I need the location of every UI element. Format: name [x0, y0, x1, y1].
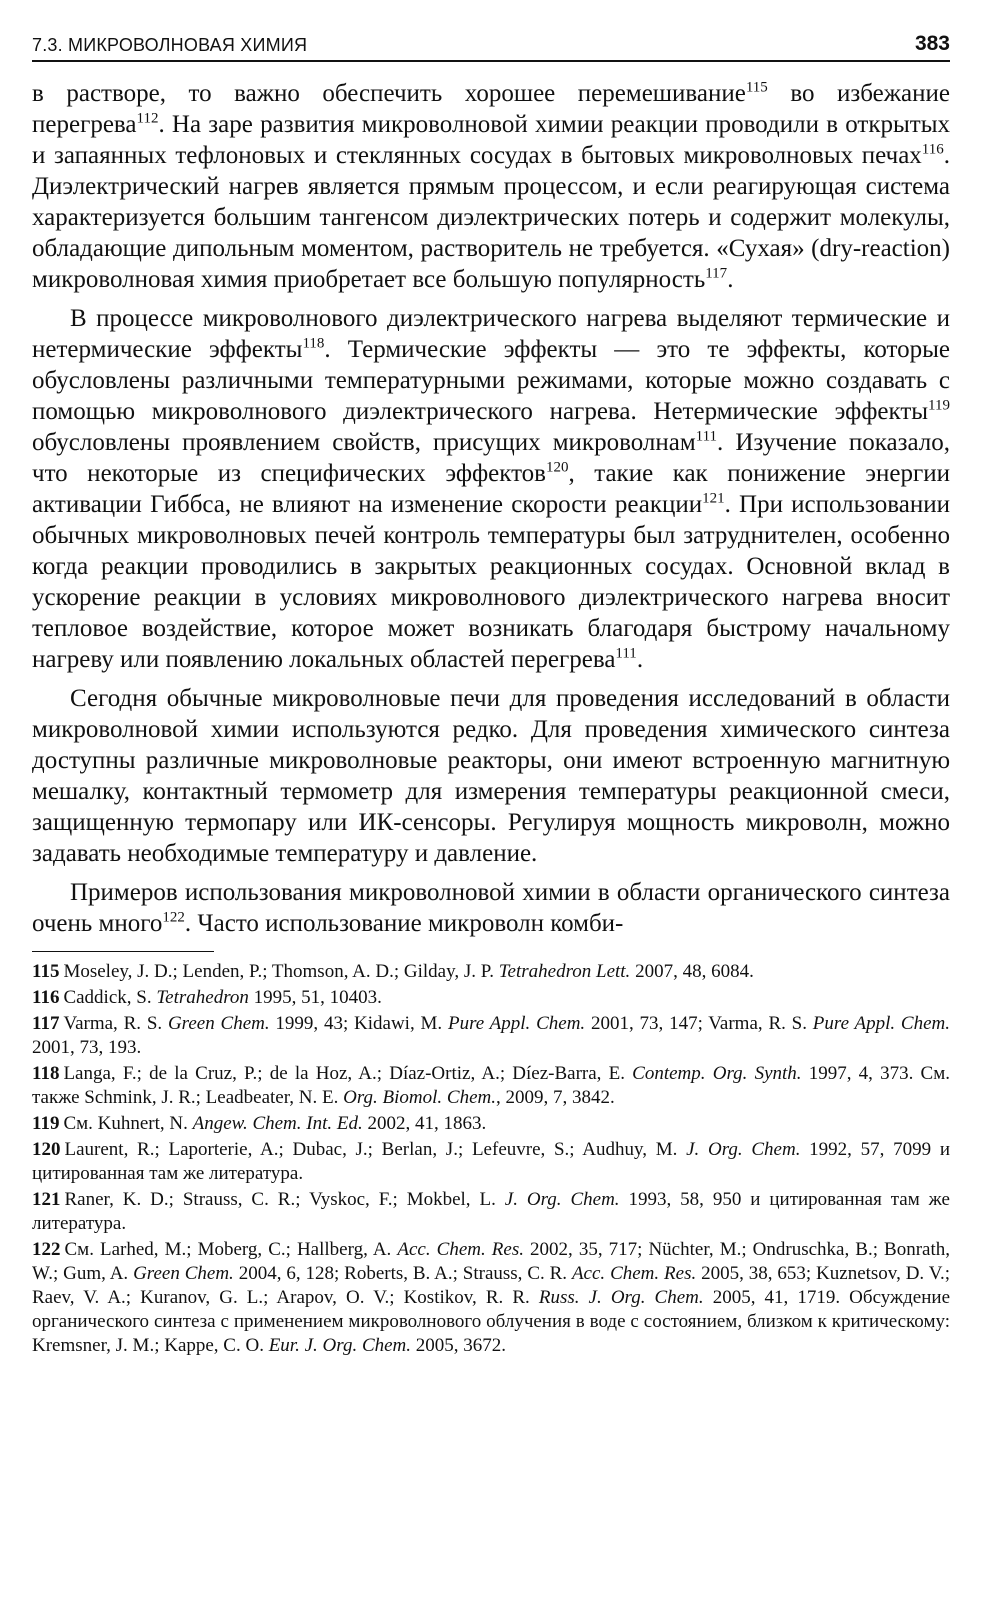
footnote-text: Laurent, R.; Laporterie, A.; Dubac, J.; Berlan, J.; Lefeuvre, S.; Audhuy, M. — [64, 1139, 687, 1160]
journal-title: Org. Biomol. Chem. — [343, 1087, 496, 1108]
footnote-text: Langa, F.; de la Cruz, P.; de la Hoz, A.; Díaz-Ortiz, A.; Díez-Barra, E. — [63, 1063, 633, 1084]
reference-superscript: 112 — [136, 110, 159, 127]
paragraph-text: Примеров использования микроволновой химии в области органического синтеза очень много — [32, 879, 950, 937]
footnote-number: 118 — [32, 1063, 60, 1084]
paragraph-text: . Часто использование микроволн комби- — [184, 910, 624, 937]
journal-title: Pure Appl. Chem. — [812, 1013, 950, 1034]
footnote-text: 2001, 73, 193. — [32, 1037, 142, 1058]
paragraph-4 — [32, 877, 950, 939]
footnote-text: 2005, 38, 653; Kuznetsov, D. V.; Raev, V. A.; Kuranov, G. L.; Arapov, O. V.; Kostikov, R. R. — [32, 1263, 951, 1308]
reference-superscript: 122 — [162, 909, 185, 926]
paragraph-2 — [32, 303, 950, 675]
reference-superscript: 111 — [615, 645, 637, 662]
footnote-text: 2002, 35, 717; Nüchter, M.; Ondruschka, B.; Bonrath, W.; Gum, A. — [32, 1239, 951, 1284]
journal-title: Pure Appl. Chem. — [447, 1013, 586, 1034]
footnote-text: 2004, 6, 128; Roberts, B. A.; Strauss, C. R. — [233, 1263, 572, 1284]
footnote-divider — [32, 951, 214, 952]
footnote-text: 1992, 57, 7099 и цитированная там же литература. — [32, 1139, 951, 1184]
journal-title: Contemp. Org. Synth. — [632, 1063, 802, 1084]
reference-superscript: 120 — [545, 459, 569, 476]
paragraph-text: Сегодня обычные микроволновые печи для проведения исследований в области микроволновой химии используются редко. Для проведения химического синтеза доступны различные микроволновые реакторы, они имеют встроенную магнитную мешалку, контактный термометр для измерения температуры реакционной смеси, защищенную термопару или ИК-сенсоры. Регулируя мощность микроволн, можно задавать необходимые температуру и давление. — [32, 685, 950, 867]
footnote-text: Varma, R. S. — [63, 1013, 168, 1034]
footnote-text: 2001, 73, 147; Varma, R. S. — [585, 1013, 813, 1034]
paragraph-text: . — [636, 646, 644, 673]
journal-title: Green Chem. — [167, 1013, 270, 1034]
body-text — [32, 78, 950, 939]
journal-title: Acc. Chem. Res. — [397, 1239, 524, 1260]
footnote-text: , 2009, 7, 3842. — [495, 1087, 615, 1108]
footnote-119 — [32, 1112, 950, 1136]
paragraph-3 — [32, 683, 950, 869]
footnote-118 — [32, 1062, 950, 1110]
footnote-text: Caddick, S. — [63, 987, 157, 1008]
paragraph-text: , такие как понижение энергии активации Гиббса, не влияют на изменение скорости реакции — [32, 460, 950, 518]
footnote-number: 120 — [32, 1139, 61, 1160]
journal-title: J. Org. Chem. — [504, 1189, 620, 1210]
footnote-text: 2005, 41, 1719. Обсуждение органического синтеза с применением микроволнового облучения в воде с состоянием, близком к критическому: Kremsner, J. M.; Kappe, C. O. — [32, 1287, 951, 1356]
paragraph-text: во избежание перегрева — [32, 80, 950, 138]
footnote-115 — [32, 960, 950, 984]
journal-title: Green Chem. — [133, 1263, 234, 1284]
paragraph-text: . При использовании обычных микроволновых печей контроль температуры был затруднителен, особенно когда реакции проводились в закрытых реакционных сосудах. Основной вклад в ускорение реакции в условиях микроволнового диэлектрического нагрева вносит тепловое воздействие, которое может возникать благодаря быстрому начальному нагреву или появлению локальных областей перегрева — [32, 491, 950, 673]
footnote-122 — [32, 1238, 950, 1358]
footnote-text: Raner, K. D.; Strauss, C. R.; Vyskoc, F.; Mokbel, L. — [64, 1189, 505, 1210]
paragraph-text: . Изучение показало, что некоторые из специфических эффектов — [32, 429, 950, 487]
footnote-text: 1993, 58, 950 и цитированная там же литература. — [32, 1189, 950, 1234]
footnote-text: См. Larhed, M.; Moberg, C.; Hallberg, A. — [64, 1239, 398, 1260]
journal-title: Tetrahedron — [156, 987, 249, 1008]
footnote-number: 115 — [32, 961, 60, 982]
reference-superscript: 121 — [702, 490, 725, 507]
journal-title: Eur. J. Org. Chem. — [268, 1335, 412, 1356]
footnote-text: 2002, 41, 1863. — [362, 1113, 487, 1134]
footnote-number: 121 — [32, 1189, 61, 1210]
footnote-117 — [32, 1012, 950, 1060]
footnote-text: 1997, 4, 373. См. также Schmink, J. R.; Leadbeater, N. E. — [32, 1063, 950, 1108]
book-page — [32, 18, 950, 1360]
journal-title: Russ. J. Org. Chem. — [538, 1287, 704, 1308]
paragraph-text: . Диэлектрический нагрев является прямым процессом, и если реагирующая система характеризуется большим тангенсом диэлектрических потерь и содержит молекулы, обладающие дипольным моментом, растворитель не требуется. «Сухая» (dry-reaction) микроволновая химия приобретает все большую популярность — [32, 142, 950, 293]
section-title: 7.3. МИКРОВОЛНОВАЯ ХИМИЯ — [32, 35, 308, 55]
reference-superscript: 117 — [705, 265, 728, 282]
footnote-text: 1999, 43; Kidawi, M. — [269, 1013, 448, 1034]
reference-superscript: 119 — [928, 397, 950, 414]
footnote-116 — [32, 986, 950, 1010]
journal-title: Angew. Chem. Int. Ed. — [192, 1113, 363, 1134]
footnote-text: Moseley, J. D.; Lenden, P.; Thomson, A. D.; Gilday, J. P. — [63, 961, 499, 982]
journal-title: Tetrahedron Lett. — [498, 961, 631, 982]
footnote-number: 117 — [32, 1013, 60, 1034]
footnotes — [32, 960, 950, 1358]
running-header — [32, 18, 950, 62]
footnote-number: 122 — [32, 1239, 61, 1260]
journal-title: Acc. Chem. Res. — [571, 1263, 697, 1284]
reference-superscript: 111 — [695, 428, 718, 445]
footnote-text: 2007, 48, 6084. — [630, 961, 754, 982]
footnote-text: 2005, 3672. — [411, 1335, 507, 1356]
paragraph-text: . На заре развития микроволновой химии реакции проводили в открытых и запаянных тефлоновых и стеклянных сосудах в бытовых микроволновых печах — [32, 111, 950, 169]
footnote-120 — [32, 1138, 950, 1186]
paragraph-text: В процессе микроволнового диэлектрического нагрева выделяют термические и нетермические эффекты — [32, 305, 950, 363]
paragraph-text: . Термические эффекты — это те эффекты, которые обусловлены различными температурными режимами, которые можно создавать с помощью микроволнового диэлектрического нагрева. Нетермические эффекты — [32, 336, 950, 425]
footnote-121 — [32, 1188, 950, 1236]
paragraph-1 — [32, 78, 950, 295]
footnote-number: 116 — [32, 987, 60, 1008]
journal-title: J. Org. Chem. — [686, 1139, 801, 1160]
paragraph-text: в растворе, то важно обеспечить хорошее перемешивание — [32, 80, 746, 107]
reference-superscript: 115 — [745, 79, 768, 96]
footnote-text: 1995, 51, 10403. — [248, 987, 382, 1008]
reference-superscript: 118 — [302, 335, 325, 352]
paragraph-text: обусловлены проявлением свойств, присущих микроволнам — [32, 429, 696, 456]
reference-superscript: 116 — [921, 141, 944, 158]
footnote-text: См. Kuhnert, N. — [63, 1113, 193, 1134]
page-number: 383 — [914, 32, 950, 55]
footnote-number: 119 — [32, 1113, 60, 1134]
paragraph-text: . — [727, 266, 734, 293]
